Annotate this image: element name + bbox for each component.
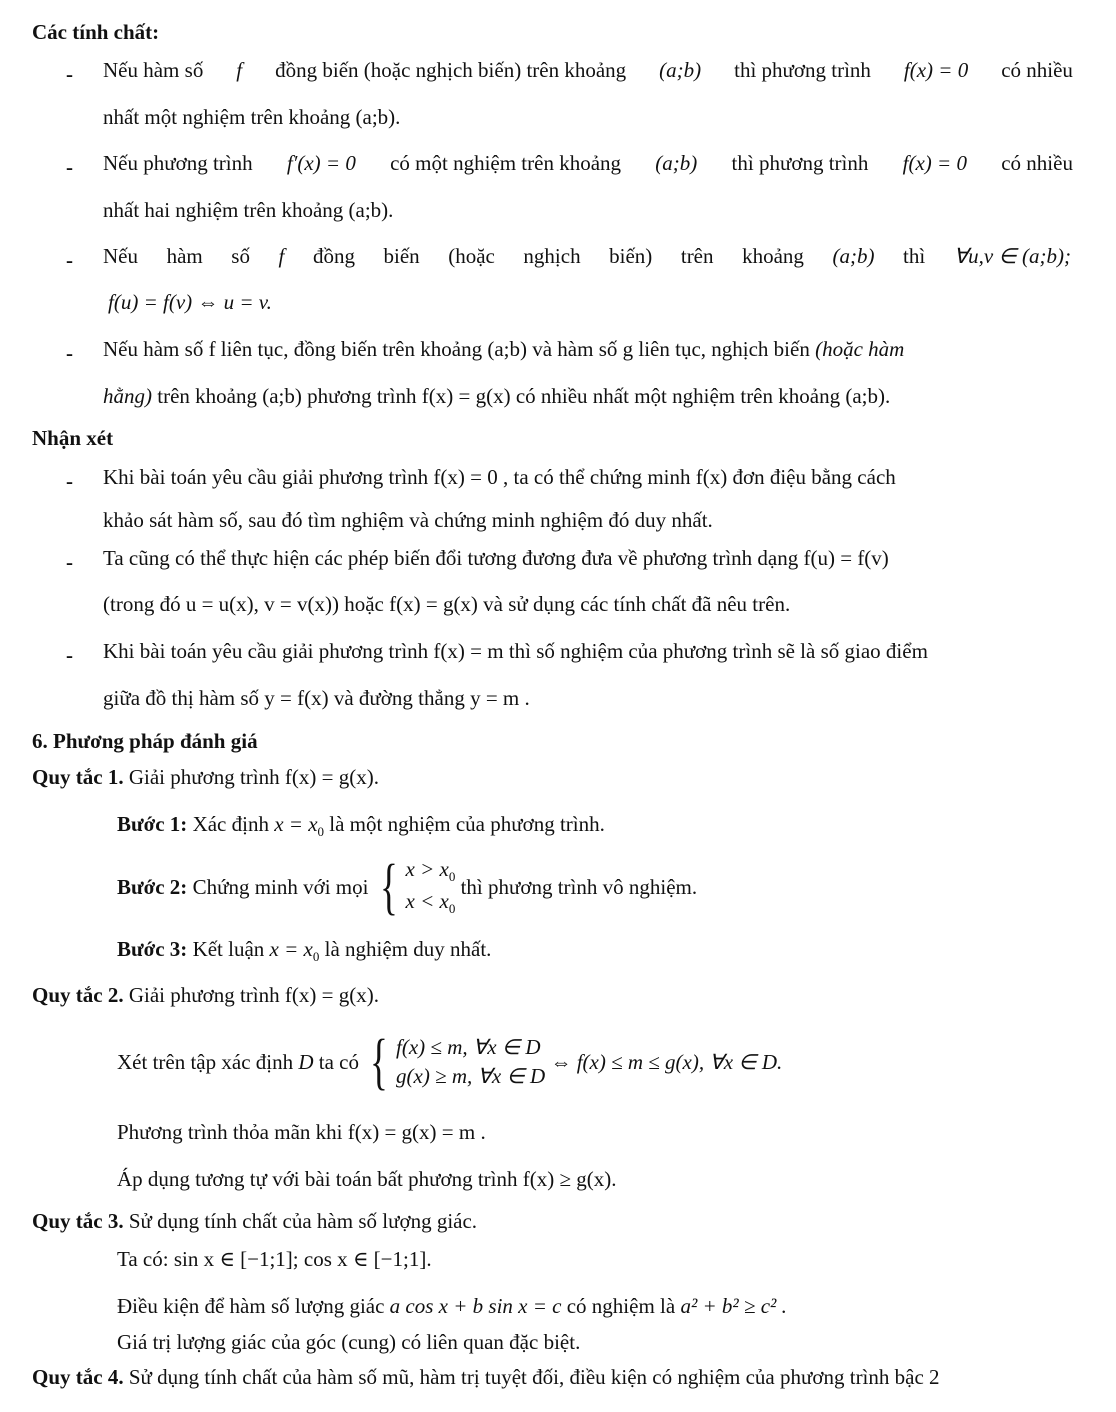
text: Nếu hàm số [103, 58, 204, 82]
property-2-line-1 [103, 153, 1073, 174]
text: là nghiệm duy nhất. [324, 937, 492, 961]
properties-heading: Các tính chất: [32, 20, 160, 44]
math-interval: (a;b) [655, 151, 698, 175]
rule-2-consider [117, 1030, 782, 1094]
text: là một nghiệm của phương trình. [329, 812, 605, 836]
text: biến) [609, 244, 653, 268]
math: x > x [405, 857, 449, 881]
rule-text: Sử dụng tính chất của hàm số lượng giác. [128, 1209, 478, 1233]
text: biến [383, 244, 420, 268]
left-brace-icon: { [370, 1028, 389, 1096]
bullet: - [66, 550, 73, 574]
math-f: f [236, 58, 243, 82]
property-3-line-2: f(u) = f(v) ⇔ u = v. [108, 290, 272, 314]
math: x = x [274, 812, 318, 836]
math-condition: a² + b² ≥ c² . [680, 1294, 787, 1318]
step-label: Bước 1: [117, 812, 188, 836]
text: khoảng [742, 244, 804, 268]
rule-text: Giải phương trình f(x) = g(x). [128, 983, 379, 1007]
rule-label: Quy tắc 2. [32, 983, 124, 1007]
rule-label: Quy tắc 3. [32, 1209, 124, 1233]
left-brace-icon: { [379, 853, 398, 921]
text: Nếu phương trình [103, 151, 253, 175]
property-3-line-1 [103, 246, 1071, 267]
remark-1-line-2: khảo sát hàm số, sau đó tìm nghiệm và chứng minh nghiệm đó duy nhất. [103, 508, 713, 532]
bullet: - [66, 643, 73, 667]
text: thì phương trình [731, 151, 869, 175]
rule-3-line-1: Ta có: sin x ∈ [−1;1]; cos x ∈ [−1;1]. [117, 1247, 432, 1271]
text: thì [903, 244, 926, 268]
text: Nếu hàm số f liên tục, đồng biến trên khoảng (a;b) và hàm số g liên tục, nghịch biến [103, 337, 810, 361]
text: Xét trên tập xác định [117, 1049, 294, 1074]
text: Nếu [103, 244, 138, 268]
text: hàm [166, 244, 203, 268]
remark-3-line-2: giữa đồ thị hàm số y = f(x) và đường thẳng y = m . [103, 686, 530, 710]
text: Điều kiện để hàm số lượng giác [117, 1294, 385, 1318]
rule-text: Giải phương trình f(x) = g(x). [128, 765, 379, 789]
remarks-heading: Nhận xét [32, 426, 114, 450]
remark-2-line-1: Ta cũng có thể thực hiện các phép biến đổi tương đương đưa về phương trình dạng f(u) = f(v) [103, 546, 889, 570]
text: Chứng minh với mọi [192, 874, 369, 899]
math-derivative: f′(x) = 0 [286, 151, 356, 175]
math-forall: ∀u,v ∈ (a;b); [953, 244, 1071, 268]
case-row: f(x) ≤ m, ∀x ∈ D [396, 1035, 541, 1059]
case-row: g(x) ≥ m, ∀x ∈ D [396, 1064, 546, 1088]
bullet: - [66, 62, 73, 86]
text-italic: (hoặc hàm [815, 337, 905, 361]
rule-label: Quy tắc 4. [32, 1365, 124, 1389]
case-system [364, 1028, 546, 1096]
bullet: - [66, 248, 73, 272]
text: có một nghiệm trên khoảng [390, 151, 622, 175]
property-1-line-2: nhất một nghiệm trên khoảng (a;b). [103, 105, 401, 129]
text: thì phương trình vô nghiệm. [460, 874, 698, 899]
math-f: f [278, 244, 285, 268]
text: (hoặc [448, 244, 495, 268]
text: có nhiều [1001, 151, 1073, 175]
remark-1-line-1: Khi bài toán yêu cầu giải phương trình f(x) = 0 , ta có thể chứng minh f(x) đơn điệu bằng cách [103, 465, 896, 489]
case-system [374, 853, 456, 921]
rule-label: Quy tắc 1. [32, 765, 124, 789]
remark-2-line-2: (trong đó u = u(x), v = v(x)) hoặc f(x) = g(x) và sử dụng các tính chất đã nêu trên. [103, 592, 791, 616]
subscript: 0 [317, 824, 325, 839]
step-3 [117, 939, 491, 963]
math: D [298, 1049, 314, 1074]
subscript: 0 [448, 901, 456, 916]
text: nghịch [523, 244, 581, 268]
math-equivalence: ⇔ f(x) ≤ m ≤ g(x), ∀x ∈ D. [550, 1049, 783, 1074]
text: đồng [312, 244, 355, 268]
remark-3-line-1: Khi bài toán yêu cầu giải phương trình f(x) = m thì số nghiệm của phương trình sẽ là số giao điểm [103, 639, 928, 663]
text: ta có [318, 1049, 360, 1074]
case-row [406, 859, 456, 883]
rule-3-line-2 [117, 1296, 787, 1317]
text: trên [680, 244, 714, 268]
text: có nghiệm là [566, 1294, 676, 1318]
text: số [231, 244, 250, 268]
text-italic: hằng) [103, 384, 152, 408]
math: a cos x + b sin x = c [389, 1294, 562, 1318]
step-1 [117, 814, 605, 838]
math: x < x [405, 889, 449, 913]
step-label: Bước 3: [117, 937, 188, 961]
math: x = x [269, 937, 313, 961]
rule-1 [32, 767, 379, 788]
subscript: 0 [312, 949, 320, 964]
text: Xác định [192, 812, 269, 836]
property-4-line-1 [103, 339, 904, 360]
rule-2-satisfied: Phương trình thỏa mãn khi f(x) = g(x) = m . [117, 1120, 486, 1144]
rule-2 [32, 985, 379, 1006]
property-4-line-2 [103, 386, 890, 407]
math-equation: f(x) = 0 [903, 58, 969, 82]
subscript: 0 [448, 869, 456, 884]
step-2 [117, 853, 698, 921]
text: có nhiều [1001, 58, 1073, 82]
step-label: Bước 2: [117, 874, 188, 899]
property-2-line-2: nhất hai nghiệm trên khoảng (a;b). [103, 198, 394, 222]
rule-3-line-3: Giá trị lượng giác của góc (cung) có liên quan đặc biệt. [117, 1330, 581, 1354]
math-interval: (a;b) [659, 58, 702, 82]
math-equation: f(x) = 0 [902, 151, 967, 175]
case-row [406, 891, 456, 915]
section-6-heading: 6. Phương pháp đánh giá [32, 729, 258, 753]
text: trên khoảng (a;b) phương trình f(x) = g(x) có nhiều nhất một nghiệm trên khoảng (a;b). [157, 384, 891, 408]
property-1-line-1 [103, 60, 1073, 81]
rule-4 [32, 1367, 940, 1388]
rule-text: Sử dụng tính chất của hàm số mũ, hàm trị tuyệt đối, điều kiện có nghiệm của phương trình bậc 2 [128, 1365, 940, 1389]
bullet: - [66, 341, 73, 365]
math-interval: (a;b) [832, 244, 875, 268]
rule-2-apply: Áp dụng tương tự với bài toán bất phương trình f(x) ≥ g(x). [117, 1167, 617, 1191]
text: Kết luận [192, 937, 265, 961]
rule-3 [32, 1211, 477, 1232]
text: đồng biến (hoặc nghịch biến) trên khoảng [275, 58, 627, 82]
bullet: - [66, 155, 73, 179]
bullet: - [66, 469, 73, 493]
text: thì phương trình [734, 58, 871, 82]
